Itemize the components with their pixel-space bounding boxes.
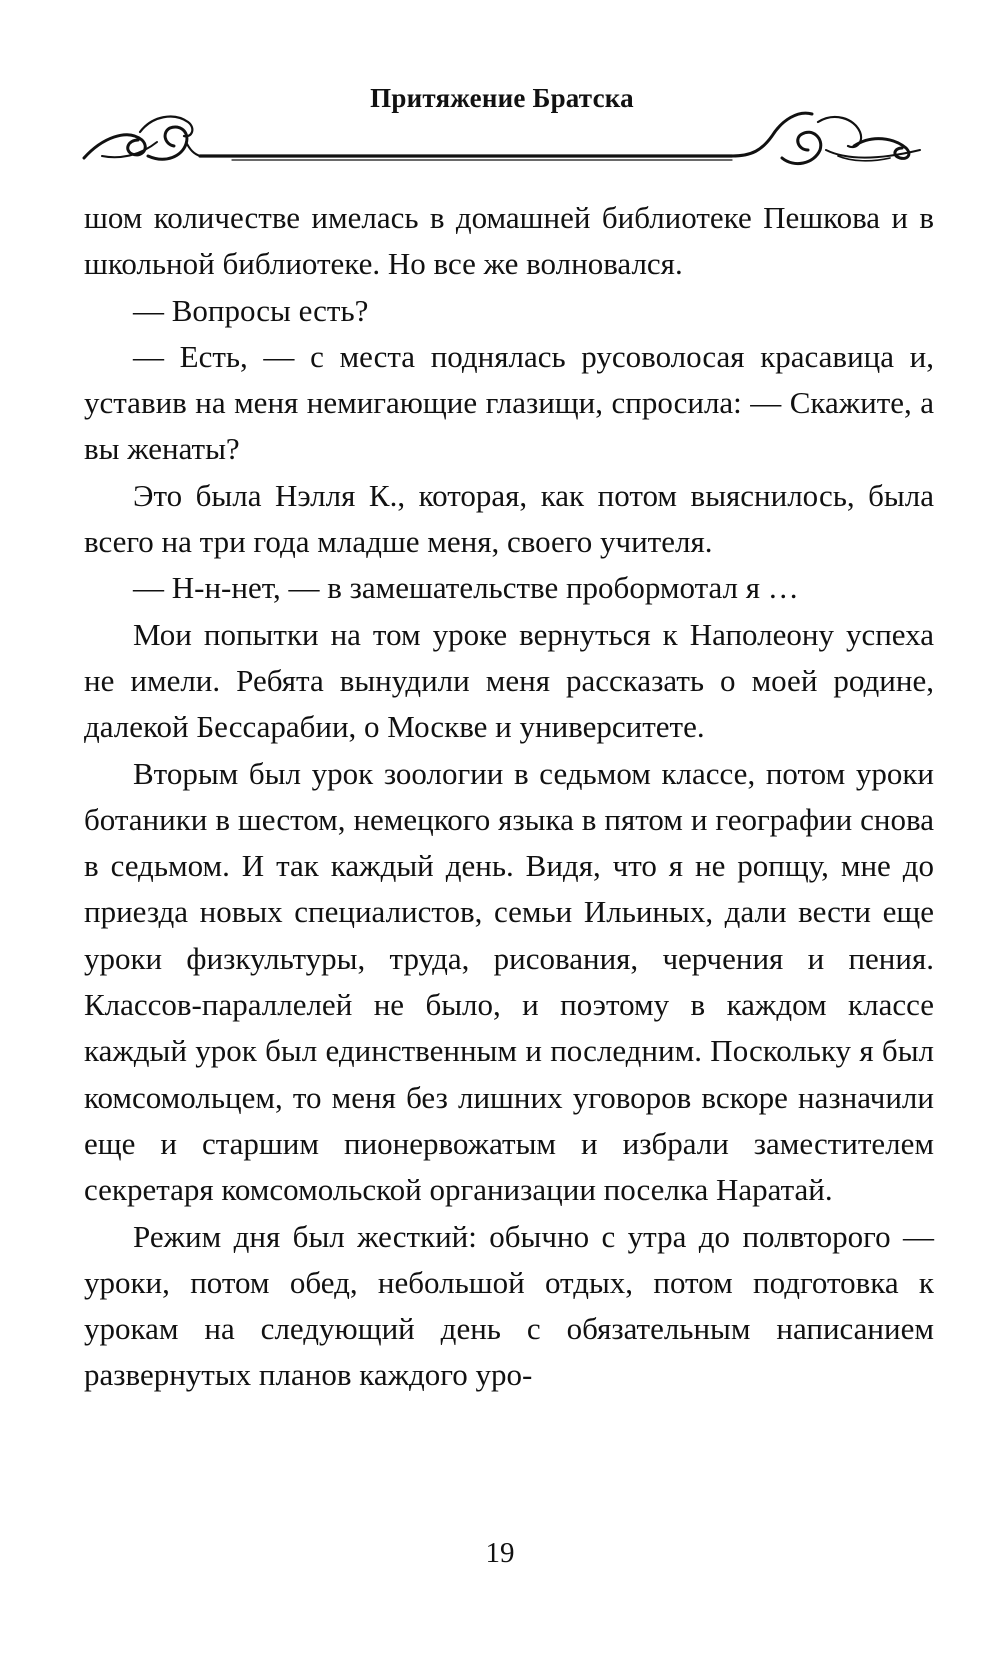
- running-header: [82, 78, 922, 168]
- page-number: 19: [485, 1537, 515, 1569]
- paragraph: — Вопросы есть?: [133, 292, 369, 328]
- body-text: [84, 195, 934, 1399]
- paragraph: шом количестве имелась в домашней библиотеке Пешкова и в школьной библиотеке. Но все же волновался.: [84, 200, 934, 282]
- paragraph: — Н-н-нет, — в замешательстве пробормотал я …: [133, 570, 799, 606]
- flourish-ornament-icon: [82, 98, 922, 168]
- paragraph: Вторым был урок зоологии в седьмом классе, потом уроки ботаники в шестом, немецкого языка в пятом и географии снова в седьмом. И так каждый день. Видя, что я не ропщу, мне до приезда новых специалистов, семьи Ильиных, дали вести еще уроки физкультуры, труда, рисования, черчения и пения. Классов-параллелей не было, и поэтому в каждом классе каждый урок был единственным и последним. Поскольку я был комсомольцем, то меня без лишних уговоров вскоре назначили еще и старшим пионервожатым и избрали заместителем секретаря комсомольской организации поселка Наратай.: [84, 755, 934, 1208]
- running-header-title: Притяжение Братска: [370, 83, 634, 113]
- paragraph: — Есть, — с места поднялась русоволосая красавица и, уставив на меня немигающие глазищи, спросила: — Скажите, а вы женаты?: [84, 338, 934, 467]
- paragraph: Это была Нэлля К., которая, как потом выяснилось, была всего на три года младше меня, своего учителя.: [84, 477, 934, 560]
- paragraph: Режим дня был жесткий: обычно с утра до полвторого — уроки, потом обед, небольшой отдых, потом подготовка к урокам на следующий день с обязательным написанием развернутых планов каждого уро-: [84, 1218, 934, 1393]
- paragraph: Мои попытки на том уроке вернуться к Наполеону успеха не имели. Ребята вынудили меня рассказать о моей родине, далекой Бессарабии, о Москве и университете.: [84, 616, 934, 745]
